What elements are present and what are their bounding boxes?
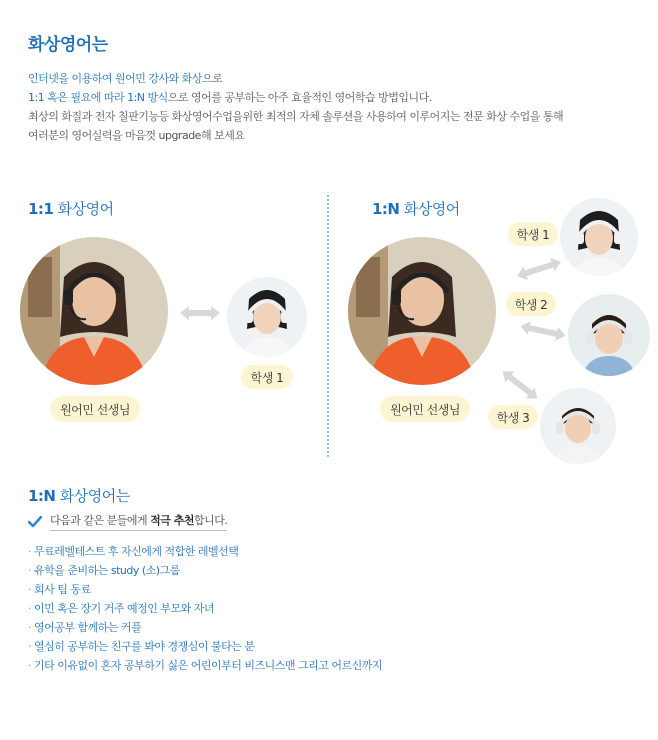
teacher-photo-1to1 — [20, 237, 168, 385]
student-photo-1to1 — [227, 277, 307, 357]
recommend-note-pre: 다음과 같은 분들에게 — [50, 514, 151, 527]
one-to-one-heading — [28, 198, 114, 219]
double-arrow-icon — [518, 320, 568, 342]
recommend-heading-bold: 1:N — [28, 487, 56, 505]
double-arrow-icon — [514, 258, 564, 280]
student-3-photo — [540, 388, 616, 464]
intro-line-2-highlight: 1:1 혹은 필요에 따라 1:N 방식 — [28, 91, 168, 104]
list-item: · 열심히 공부하는 친구를 봐야 경쟁심이 불타는 분 — [28, 637, 382, 656]
recommend-heading — [28, 485, 130, 506]
recommend-heading-rest: 화상영어는 — [55, 487, 130, 505]
checkmark-icon — [28, 516, 42, 528]
list-item: · 유학을 준비하는 study (소)그룹 — [28, 561, 382, 580]
one-to-one-heading-bold: 1:1 — [28, 200, 54, 218]
one-to-n-heading — [372, 198, 460, 219]
recommend-list — [28, 542, 382, 675]
one-to-one-heading-rest: 화상영어 — [53, 200, 114, 218]
student-2-photo — [568, 294, 650, 376]
student-1-photo — [560, 198, 638, 276]
one-to-n-heading-rest: 화상영어 — [399, 200, 460, 218]
list-item: · 이민 혹은 장기 거주 예정인 부모와 자녀 — [28, 599, 382, 618]
student-2-label: 학생 2 — [506, 292, 556, 316]
student-3-label: 학생 3 — [488, 405, 538, 429]
list-item: · 회사 팀 동료 — [28, 580, 382, 599]
intro-line-4: 여러분의 영어실력을 마음껏 upgrade해 보세요 — [28, 129, 245, 142]
student-label-1to1: 학생 1 — [241, 365, 293, 389]
list-item: · 영어공부 함께하는 커플 — [28, 618, 382, 637]
teacher-label-1to1: 원어민 선생님 — [50, 396, 140, 422]
recommend-note — [28, 512, 227, 531]
intro-line-1 — [28, 70, 222, 86]
teacher-label-1toN: 원어민 선생님 — [380, 396, 470, 422]
page-title: 화상영어는 — [28, 35, 108, 55]
section-divider — [327, 195, 329, 457]
recommend-note-bold: 적극 추천 — [150, 514, 194, 527]
intro-line-3: 최상의 화질과 전자 칠판기능등 화상영어수업을위한 최적의 자체 솔루션을 사용하여 이루어지는 전문 화상 수업을 통해 — [28, 110, 564, 123]
list-item: · 무료레벨테스트 후 자신에게 적합한 레벨선택 — [28, 542, 382, 561]
recommend-note-text — [50, 512, 227, 531]
double-arrow-icon — [498, 368, 542, 402]
intro-line-1-highlight: 인터넷을 이용하여 원어민 강사와 화상 — [28, 72, 203, 85]
teacher-photo-1toN — [348, 237, 496, 385]
one-to-n-heading-bold: 1:N — [372, 200, 400, 218]
list-item: · 기타 이유없이 혼자 공부하기 싫은 어린이부터 비즈니스맨 그리고 어르신까지 — [28, 656, 382, 675]
intro-line-2-rest: 으로 영어를 공부하는 아주 효율적인 영어학습 방법입니다. — [167, 91, 432, 104]
intro-line-2 — [28, 89, 432, 105]
double-arrow-icon — [178, 305, 222, 321]
recommend-note-post: 합니다. — [193, 514, 228, 527]
student-1-label: 학생 1 — [508, 222, 558, 246]
intro-line-1-rest: 으로 — [202, 72, 223, 85]
